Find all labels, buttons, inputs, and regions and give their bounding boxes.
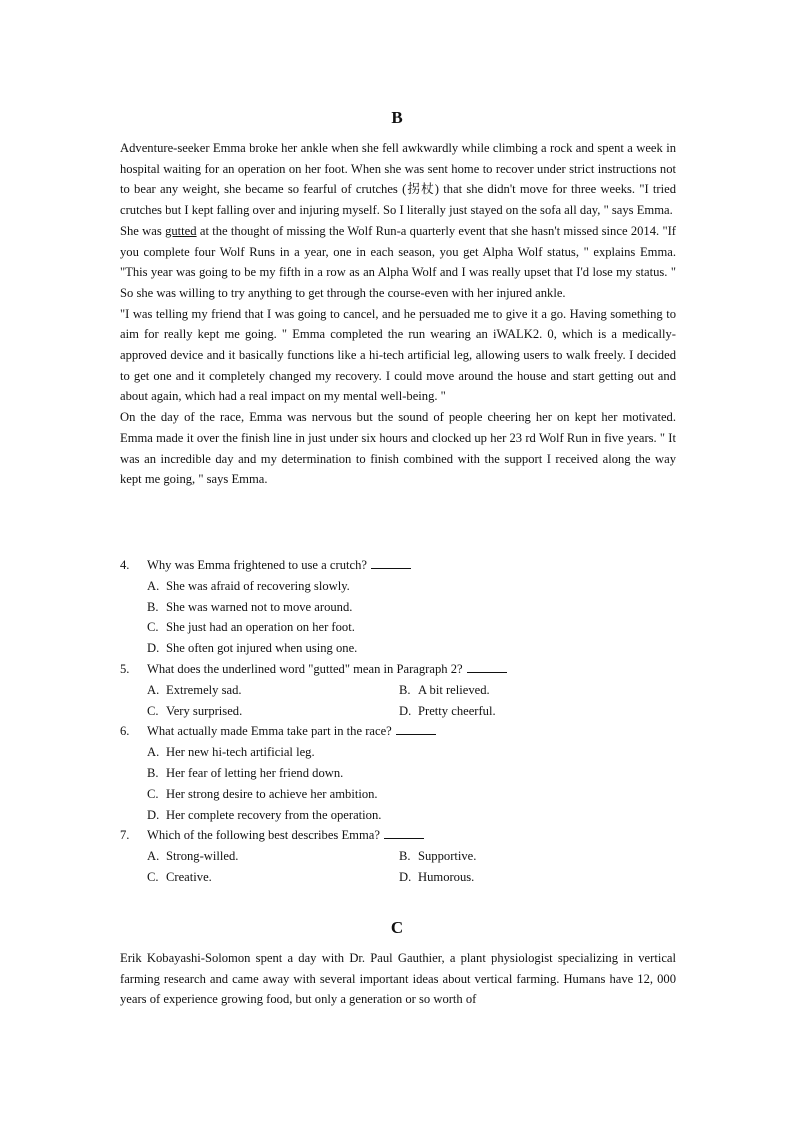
option-a: A. Extremely sad. bbox=[147, 682, 242, 697]
option-b: B. A bit relieved. bbox=[399, 682, 490, 697]
option-d: D. Pretty cheerful. bbox=[399, 703, 496, 718]
underlined-word-gutted: gutted bbox=[165, 223, 197, 238]
option-b: B. Her fear of letting her friend down. bbox=[147, 765, 344, 780]
passage-b-paragraph-4: On the day of the race, Emma was nervous but the sound of people cheering her on kept her motivated. Emma made it over the finish line in just under six hours and clocked up her 23 rd Wolf Run in five years. " It was an incredible day and my determination to finish combined with the support I received along the way kept me going, " says Emma. bbox=[120, 410, 676, 487]
answer-blank[interactable] bbox=[371, 556, 411, 569]
passage-b bbox=[120, 138, 676, 490]
passage-c-paragraph-1: Erik Kobayashi-Solomon spent a day with Dr. Paul Gauthier, a plant physiologist specializing in vertical farming research and came away with several important ideas about vertical farming. Humans have 12, 000 years of experience growing food, but only a generation or so worth of bbox=[120, 951, 676, 1007]
option-a: A. Her new hi-tech artificial leg. bbox=[147, 745, 315, 760]
passage-b-paragraph-3: "I was telling my friend that I was going to cancel, and he persuaded me to give it a go. Having something to aim for really kept me going. " Emma completed the run wearing an iWALK2. 0, which is a medically-approved device and it basically functions like a hi-tech artificial leg, allowing users to walk freely. I decided to get one and it completely changed my recovery. I could move around the house and start getting out and about again, which had a real impact on my mental well-being. " bbox=[120, 306, 676, 404]
question-5 bbox=[120, 659, 680, 721]
option-b: B. She was warned not to move around. bbox=[147, 599, 353, 614]
option-d: D. She often got injured when using one. bbox=[147, 641, 358, 656]
question-number: 4. bbox=[120, 558, 130, 572]
option-d: D. Humorous. bbox=[399, 869, 475, 884]
question-list bbox=[120, 555, 680, 888]
answer-blank[interactable] bbox=[467, 660, 507, 673]
option-a: A. Strong-willed. bbox=[147, 849, 239, 864]
passage-b-paragraph-1: Adventure-seeker Emma broke her ankle when she fell awkwardly while climbing a rock and spent a week in hospital waiting for an operation on her foot. When she was sent home to recover under strict instructions not to bear any weight, she became so fearful of crutches (拐杖) that she didn't move for three weeks. "I tried crutches but I kept falling over and injuring myself. So I literally just stayed on the sofa all day, " says Emma. bbox=[120, 141, 676, 218]
option-row-cd bbox=[120, 867, 680, 888]
option-c: C. Her strong desire to achieve her ambition. bbox=[147, 786, 378, 801]
passage-b-paragraph-2: She was gutted at the thought of missing the Wolf Run-a quarterly event that she hasn't missed since 2014. "If you complete four Wolf Runs in a year, one in each season, you get Alpha Wolf status, " explains Emma. "This year was going to be my fifth in a row as an Alpha Wolf and I was really upset that I'd lose my status. " So she was willing to try anything to get through the course-even with her injured ankle. bbox=[120, 223, 676, 300]
option-row-cd bbox=[120, 701, 680, 722]
option-c: C. She just had an operation on her foot. bbox=[147, 620, 355, 635]
question-number: 7. bbox=[120, 828, 130, 843]
answer-blank[interactable] bbox=[396, 722, 436, 735]
answer-blank[interactable] bbox=[384, 826, 424, 839]
option-a: A. She was afraid of recovering slowly. bbox=[147, 578, 350, 593]
option-row-ab bbox=[120, 846, 680, 867]
option-row-ab bbox=[120, 680, 680, 701]
question-stem: What does the underlined word "gutted" mean in Paragraph 2? bbox=[147, 661, 463, 676]
option-c: C. Creative. bbox=[147, 869, 212, 884]
question-stem: What actually made Emma take part in the race? bbox=[147, 724, 392, 739]
question-number: 5. bbox=[120, 661, 130, 676]
passage-c bbox=[120, 948, 676, 1010]
question-6 bbox=[120, 721, 680, 825]
option-c: C. Very surprised. bbox=[147, 703, 243, 718]
section-c-title: C bbox=[390, 918, 404, 937]
question-4 bbox=[120, 555, 680, 659]
question-7 bbox=[120, 825, 680, 887]
section-b-title: B bbox=[391, 108, 403, 127]
question-stem: Which of the following best describes Emma? bbox=[147, 828, 380, 843]
option-b: B. Supportive. bbox=[399, 849, 477, 864]
option-d: D. Her complete recovery from the operation. bbox=[147, 807, 382, 822]
question-stem: Why was Emma frightened to use a crutch? bbox=[147, 558, 367, 572]
question-number: 6. bbox=[120, 724, 130, 739]
